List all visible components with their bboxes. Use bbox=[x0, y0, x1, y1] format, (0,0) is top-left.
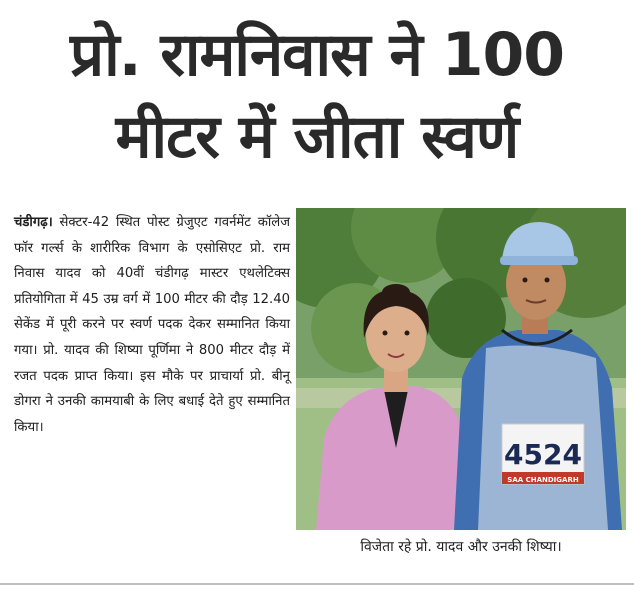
headline-line-2: मीटर में जीता स्वर्ण bbox=[115, 102, 519, 172]
bib-banner: SAA CHANDIGARH bbox=[507, 476, 579, 484]
headline-line-1: प्रो. रामनिवास ने 100 bbox=[70, 20, 564, 90]
bottom-rule bbox=[0, 583, 634, 585]
photo-illustration bbox=[296, 208, 626, 530]
article-body-text: सेक्टर-42 स्थित पोस्ट ग्रेजुएट गवर्नमेंट कॉलेज फॉर गर्ल्स के शारीरिक विभाग के एसोसिएट प्रो. राम निवास यादव को 40वीं चंडीगढ़ मास्टर एथलेटिक्स प्रतियोगिता में 45 उम्र वर्ग में 100 मीटर की दौड़ 12.40 सेकेंड में पूरी करने पर स्वर्ण पदक देकर सम्मानित किया गया। प्रो. यादव की शिष्या पूर्णिमा ने 800 मीटर दौड़ में रजत पदक प्राप्त किया। इस मौके पर प्राचार्या प्रो. बीनू डोगरा ने उनकी कामयाबी के लिए बधाई देते हुए सम्मानित किया। bbox=[14, 215, 290, 435]
photo-caption: विजेता रहे प्रो. यादव और उनकी शिष्या। bbox=[360, 539, 562, 555]
dateline: चंडीगढ़। bbox=[14, 215, 53, 230]
news-photo bbox=[296, 208, 626, 530]
headline bbox=[0, 14, 634, 178]
bib-number: 4524 bbox=[504, 438, 582, 471]
article-body bbox=[14, 210, 290, 440]
